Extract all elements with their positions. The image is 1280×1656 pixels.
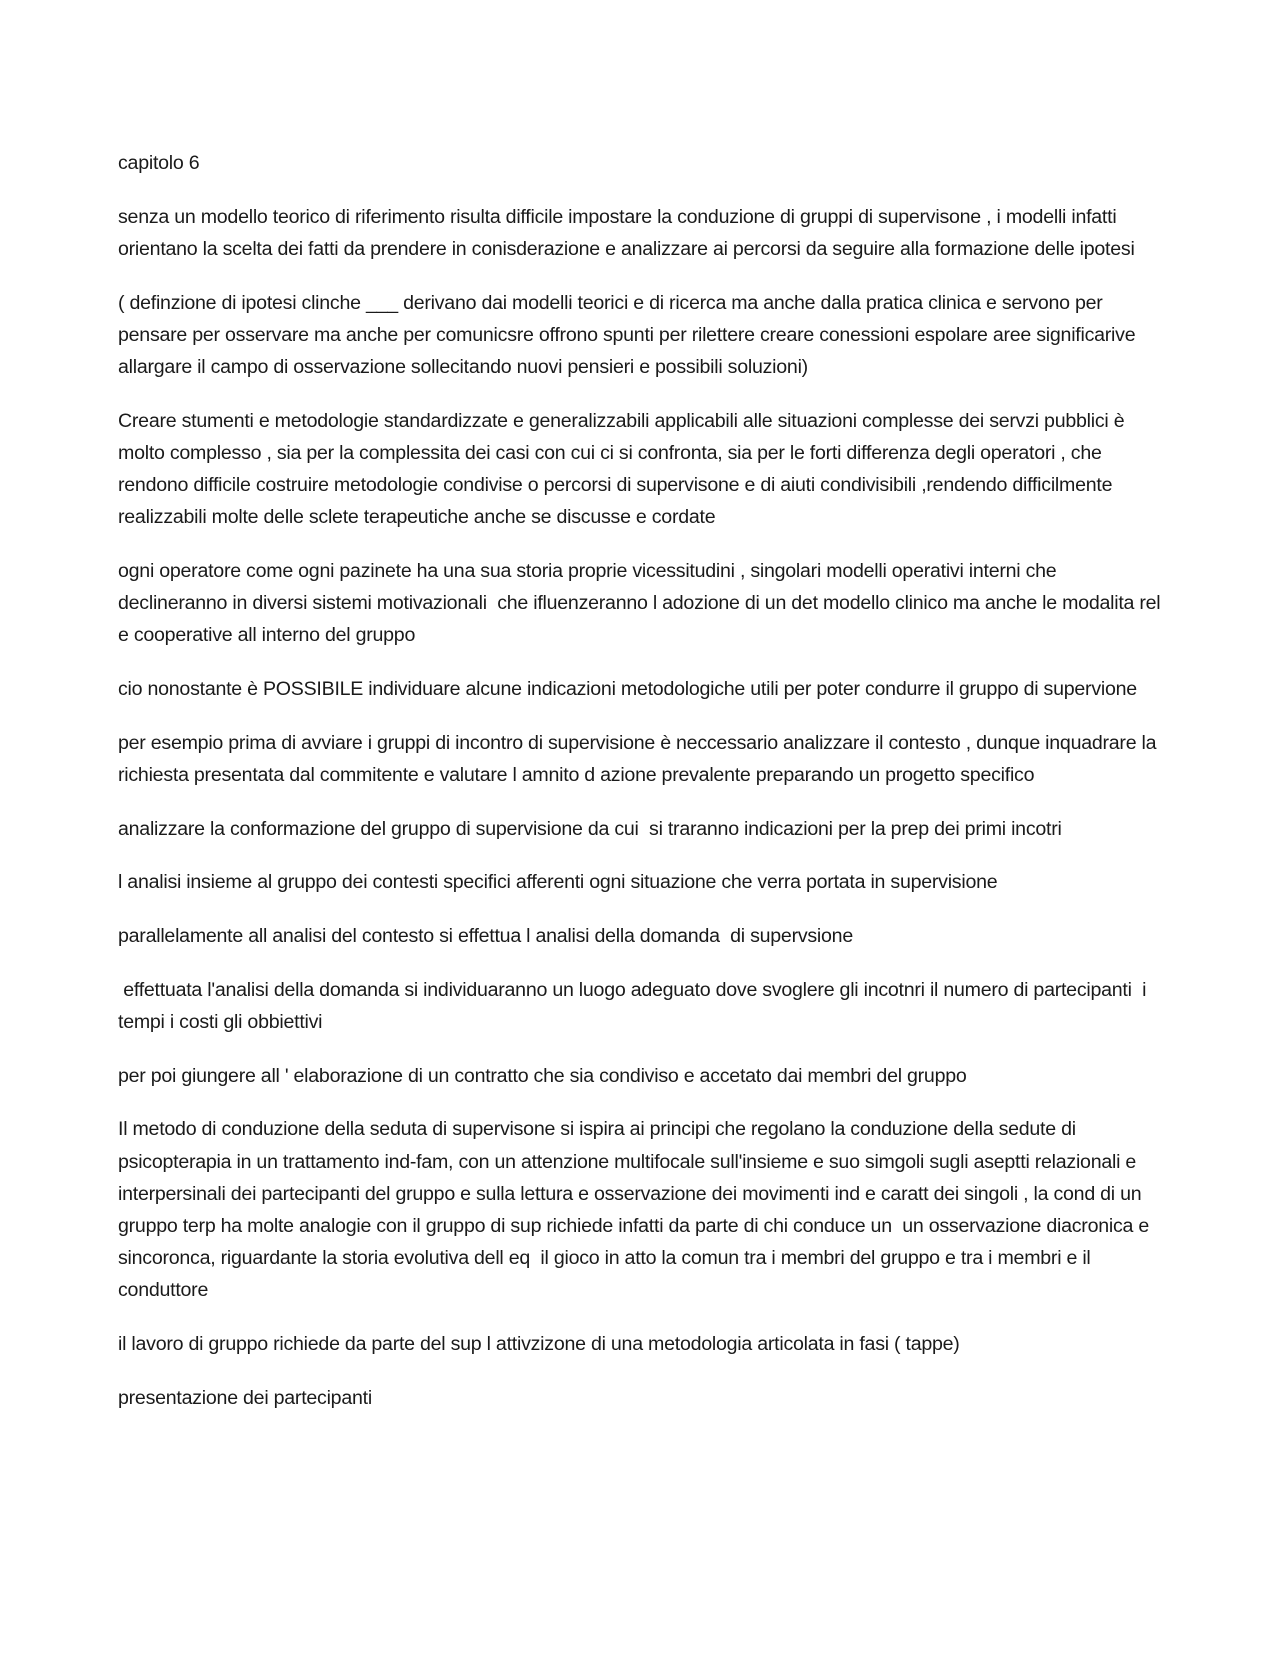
- chapter-heading: capitolo 6: [118, 152, 200, 174]
- paragraph-group-work-phases: il lavoro di gruppo richiede da parte del sup l attivzizone di una metodologia articolata in fasi ( tappe): [118, 1333, 960, 1356]
- paragraph-demand-analysis: parallelamente all analisi del contesto si effettua l analisi della domanda di supervsione: [118, 925, 853, 948]
- paragraph-context-analysis: per esempio prima di avviare i gruppi di incontro di supervisione è neccessario analizzare il contesto , dunque inquadrare la richiesta presentata dal commitente e valutare l amnito d azione prevalente preparando un progetto specifico: [118, 731, 1162, 787]
- paragraph-operator-history: ogni operatore come ogni pazinete ha una sua storia proprie vicessitudini , singolari modelli operativi interni che declineranno in diversi sistemi motivazionali che ifluenzeranno l adozione di un det modello clinico ma anche le modalita rel e cooperative all interno del gruppo: [118, 560, 1166, 647]
- paragraph-group-conformation: analizzare la conformazione del gruppo di supervisione da cui si traranno indicazioni per la prep dei primi incotri: [118, 817, 1062, 840]
- paragraph-conduction-method: Il metodo di conduzione della seduta di supervisone si ispira ai principi che regolano la conduzione della sedute di psicopterapia in un trattamento ind-fam, con un attenzione multifocale sull'insieme e suo simgoli sugli aseptti relazionali e interpersinali dei partecipanti del gruppo e sulla lettura e osservazione dei movimenti ind e caratt dei singoli , la cond di un gruppo terp ha molte analogie con il gruppo di sup richiede infatti da parte di chi conduce un un osservazione diacronica e sincoronca, riguardante la storia evolutiva dell eq il gioco in atto la comun tra i membri del gruppo e tra i membri e il conduttore: [118, 1118, 1155, 1302]
- paragraph-hypothesis-definition: ( definzione di ipotesi clinche ___ derivano dai modelli teorici e di ricerca ma anche dalla pratica clinica e servono per pensare per osservare ma anche per comunicsre offrono spunti per rilettere creare conessioni espolare aree significarive allargare il campo di osservazione sollecitando nuovi pensieri e possibili soluzioni): [118, 291, 1141, 379]
- paragraph-participants-presentation: presentazione dei partecipanti: [118, 1386, 372, 1409]
- paragraph-standardized-tools: Creare stumenti e metodologie standardizzate e generalizzabili applicabili alle situazioni complesse dei servzi pubblici è molto complesso , sia per la complessita dei casi con cui ci si confronta, sia per le forti differenza degli operatori , che rendono difficile costruire metodologie condivise o percorsi di supervisone e di aiuti condivisibili ,rendendo difficilmente realizzabili molte delle sclete terapeutiche anche se discusse e cordate: [118, 409, 1130, 529]
- paragraph-specific-contexts: l analisi insieme al gruppo dei contesti specifici afferenti ogni situazione che verra portata in supervisione: [118, 871, 998, 894]
- document-body: [118, 147, 1168, 1436]
- paragraph-intro-theoretical-model: senza un modello teorico di riferimento risulta difficile impostare la conduzione di gruppi di supervisone , i modelli infatti orientano la scelta dei fatti da prendere in conisderazione e analizzare ai percorsi da seguire alla formazione delle ipotesi: [118, 205, 1135, 260]
- paragraph-contract: per poi giungere all ' elaborazione di un contratto che sia condiviso e accetato dai membri del gruppo: [118, 1064, 967, 1087]
- paragraph-methodological-indications: cio nonostante è POSSIBILE individuare alcune indicazioni metodologiche utili per poter condurre il gruppo di supervione: [118, 678, 1137, 701]
- paragraph-setting-logistics: effettuata l'analisi della domanda si individuaranno un luogo adeguato dove svoglere gli incotnri il numero di partecipanti i tempi i costi gli obbiettivi: [118, 978, 1152, 1034]
